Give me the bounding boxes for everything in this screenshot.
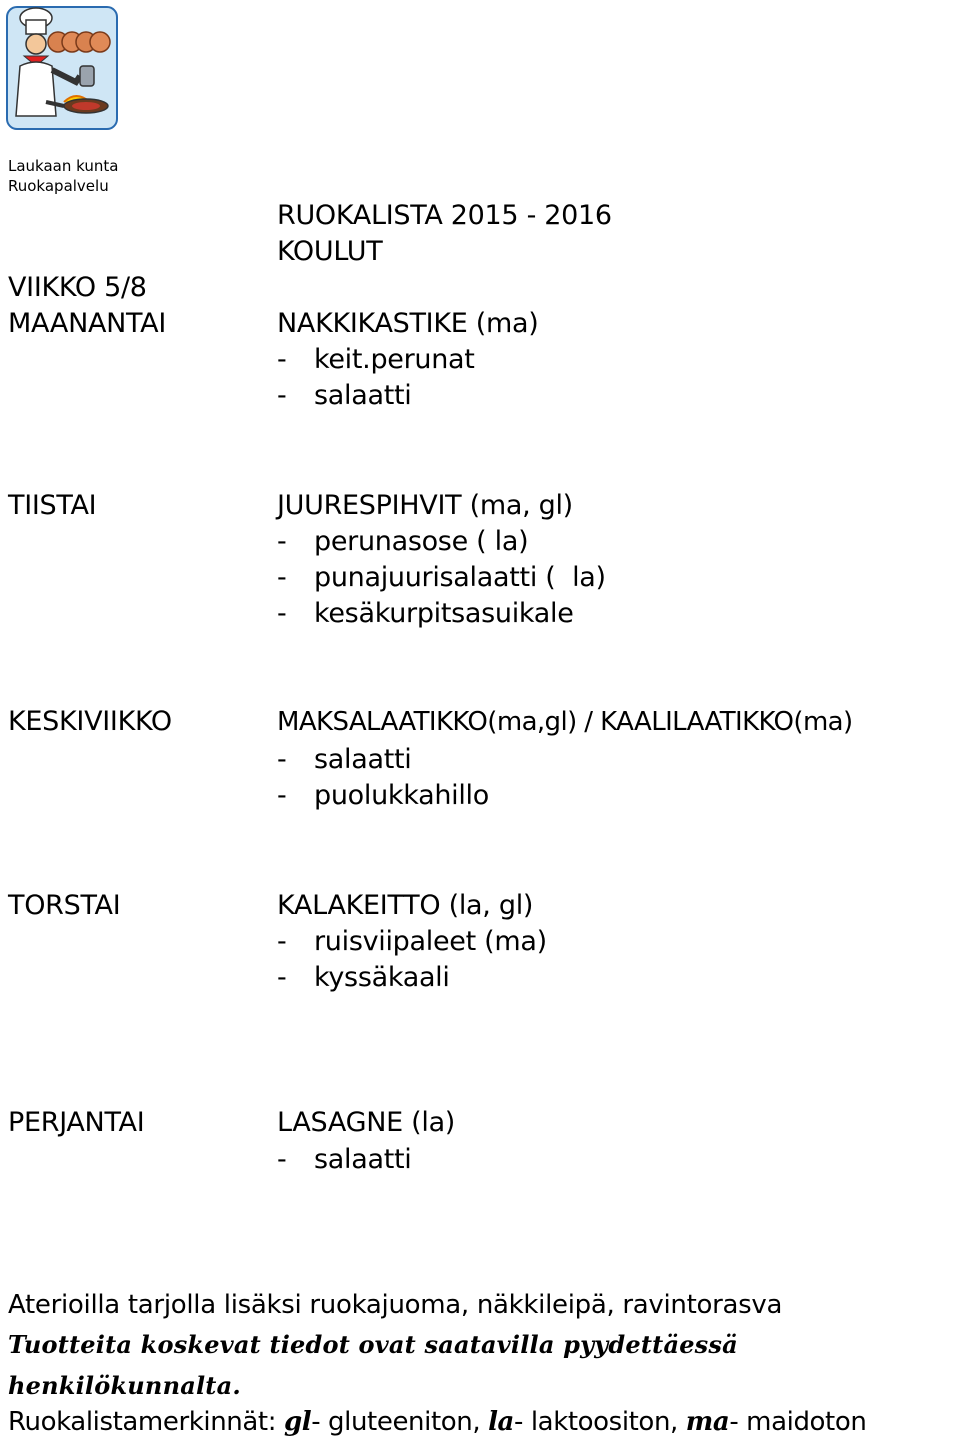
legend-ma-code: ma (685, 1407, 730, 1437)
day-tuesday: TIISTAI (8, 490, 97, 521)
thursday-side-1: - ruisviipaleet (ma) (277, 926, 547, 957)
tuesday-side-1: - perunasose ( la) (277, 526, 529, 557)
day-monday: MAANANTAI (8, 308, 166, 339)
tuesday-side-2: - punajuurisalaatti ( la) (277, 562, 606, 593)
product-info-note-line2: henkilökunnalta. (8, 1371, 241, 1400)
monday-main-dish: NAKKIKASTIKE (ma) (277, 308, 539, 339)
legend-ma-text: - maidoton (729, 1407, 867, 1437)
monday-side-1: - keit.perunat (277, 344, 475, 375)
friday-side-1: - salaatti (277, 1144, 412, 1175)
menu-subtitle: KOULUT (277, 236, 383, 267)
day-friday: PERJANTAI (8, 1107, 145, 1138)
week-label: VIIKKO 5/8 (8, 272, 147, 303)
menu-title: RUOKALISTA 2015 - 2016 (277, 200, 612, 231)
wednesday-side-2: - puolukkahillo (277, 780, 489, 811)
legend-prefix: Ruokalistamerkinnät: (8, 1407, 284, 1437)
legend-la-code: la (488, 1407, 514, 1437)
department-name: Ruokapalvelu (8, 177, 109, 195)
legend-gl-text: - gluteeniton, (311, 1407, 489, 1437)
wednesday-side-1: - salaatti (277, 744, 412, 775)
friday-main-dish: LASAGNE (la) (277, 1107, 456, 1138)
monday-side-2: - salaatti (277, 380, 412, 411)
legend-la-text: - laktoositon, (514, 1407, 686, 1437)
tuesday-main-dish: JUURESPIHVIT (ma, gl) (277, 490, 573, 521)
tuesday-side-3: - kesäkurpitsasuikale (277, 598, 574, 629)
day-wednesday: KESKIVIIKKO (8, 706, 172, 737)
wednesday-main-dish: MAKSALAATIKKO(ma,gl) / KAALILAATIKKO(ma) (277, 707, 853, 737)
product-info-note-line1: Tuotteita koskevat tiedot ovat saatavilla pyydettäessä (8, 1330, 738, 1359)
thursday-main-dish: KALAKEITTO (la, gl) (277, 890, 534, 921)
extras-note: Aterioilla tarjolla lisäksi ruokajuoma, näkkileipä, ravintorasva (8, 1290, 783, 1320)
chef-logo-icon (6, 6, 118, 130)
thursday-side-2: - kyssäkaali (277, 962, 450, 993)
legend-gl-code: gl (283, 1407, 312, 1437)
menu-legend (8, 1404, 866, 1440)
organization-name: Laukaan kunta (8, 157, 119, 175)
day-thursday: TORSTAI (8, 890, 121, 921)
